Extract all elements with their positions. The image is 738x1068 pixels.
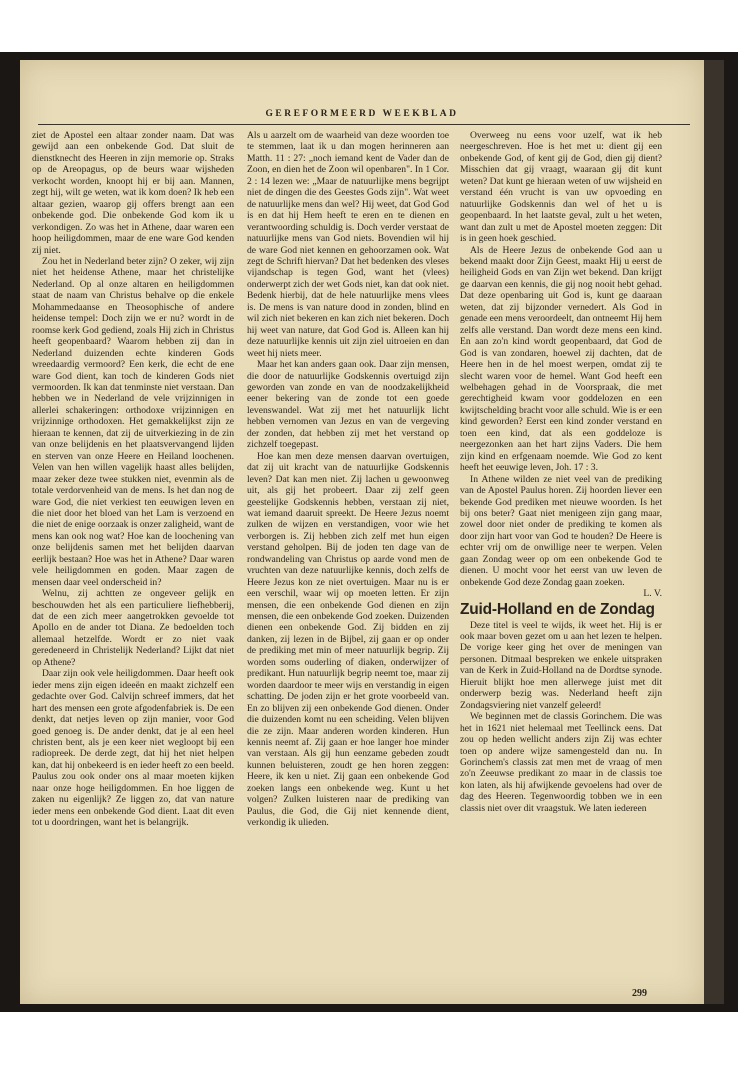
paragraph: Maar het kan anders gaan ook. Daar zijn mensen, die door de natuurlijke Godskennis overtuigd zijn geworden van zonde en van de noodzakelijkheid eener bekering van de zonde tot een goede levenswandel. Wat zij met het natuurlijk licht hebben vernomen van Jezus en van de vergeving der zonden, dat hebben zij met het verstand op zichzelf toegepast. [247, 359, 449, 451]
author-signature: L. V. [643, 588, 662, 600]
running-header: GEREFORMEERD WEEKBLAD [265, 109, 459, 119]
paragraph: Welnu, zij achtten ze ongeveer gelijk en beschouwden het als een particuliere liefhebberij, dat de een zich meer aangetrokken gevoelde tot Apollo en de ander tot Diana. Ze bedoelden toch allemaal hetzelfde. Wordt er zo niet vaak geredeneerd in Christelijk Nederland? Lijkt dat niet op Athene? [32, 588, 234, 668]
paragraph: Deze titel is veel te wijds, ik weet het. Hij is er ook maar boven gezet om u aan het lezen te helpen. De vorige keer ging het over de meningen van personen. Ditmaal bespreken we enkele uitspraken van de Kerk in Zuid-Holland na de Dordtse synode. Hieruit blijkt hoe men allerwege juist met dit onderwerp bezig was. Nederland heeft zijn Zondagsviering niet vanzelf geleerd! [460, 619, 662, 711]
paragraph: Daar zijn ook vele heiligdommen. Daar heeft ook ieder mens zijn eigen ideeën en maakt zichzelf een gedachte over God. Calvijn schreef immers, dat het hart des mensen een grote afgodenfabriek is. De een denkt, dat netjes leven op zijn manier, voor God goed genoeg is. De ander denkt, dat je al een heel christen bent, als je een keer niet wegloopt bij een radiopreek. De derde zegt, dat hij het niet helpen kan, dat hij onbekeerd is en ieder heeft zo een beeld. Paulus zou ook onder ons al maar moeten kijken naar onze hoge heiligdommen. En hoe liggen de zaken nu eigenlijk? Ze liggen zo, dat van nature ieder mens een onbekende God dient. Laat dit even tot u doordringen, want het is belangrijk. [32, 668, 234, 829]
paragraph: Zou het in Nederland beter zijn? O zeker, wij zijn niet het heidense Athene, maar het christelijke Nederland. Op al onze altaren en heiligdommen staat de naam van Christus behalve op die enkele Mohammedaanse en Theosophische of andere heidense tempel: Doch zijn we er nu? wordt in de roomse kerk God gediend, zoals Hij zich in Christus heeft geopenbaard? Waarom hebben zij dan in Nederland duizenden echte kinderen Gods wreedaardig vermoord? Een kerk, die echt de ene ware God dient, kan toch de kinderen Gods niet vermoorden. Ik kan dat tenminste niet verstaan. Dan hebben we in Nederland de vele vrijzinnigen in allerlei schakeringen: orthodoxe vrijzinnigen en vrijzinnige orthodoxen. Het gemakkelijkst zijn ze hieraan te kennen, dat zij de uitverkiezing in de zin van onze belijdenis en het plaatsvervangend lijden en sterven van onze Heere en Heiland loochenen. Velen van hen willen vagelijk haast alles belijden, maar zeker deze twee stukken niet, evenmin als de totale verdorvenheid van de mens. Is het dan nog de ware God, die niet verkiest ten eeuwigen leven en die niet door het bloed van het Lam is verzoend en die niet de enige oorzaak is onzer zaligheid, want de mens kan ook nog wat? Hoe kan de loochening van onze belijdenis samen met het belijden daarvan eerlijk bestaan? Hoe was het in Athene? Daar waren vele heiligdommen en goden. Maar zagen de mensen daar veel onderscheid in? [32, 255, 234, 588]
paragraph: Als de Heere Jezus de onbekende God aan u bekend maakt door Zijn Geest, maakt Hij u eerst de heiligheid Gods en van Zijn wet bekend. Dan krijgt ge daarvan een kennis, die gij nog nooit hebt gehad. Dat deze openbaring uit God is, kunt ge daaraan weten, dat zij bijzonder vernedert. Als God in genade een mens veroordeelt, dan ontneemt Hij hem zelfs alle verstand. Dan wordt deze mens een kind. En aan zo'n kind wordt geopenbaard, dat God de God is van zondaren, hoewel zij dachten, dat de Heere hen in de hel moest werpen, omdat zij te slecht waren voor de hemel. Want God heeft een welbehagen gehad in de Voorspraak, die met gerechtigheid kwam voor goddelozen en een kwijtschelding bracht voor alle schuld. Wie is er een kind geworden? Eerst een kind zonder verstand en toen een kind, dat als een goddeloze is neergezonken aan het hart zijns Vaders. Die hem zijn kind en erfgenaam noemde. Wie God zo kent heeft het eeuwige leven, Joh. 17 : 3. [460, 244, 662, 474]
paragraph: Hoe kan men deze mensen daarvan overtuigen, dat zij uit kracht van de natuurlijke Godskennis leven? Dat kan men niet. Zij lachen u gewoonweg uit, als gij het probeert. Daar zij zelf geen geestelijke Godskennis hebben, verstaan zij niet, wat iemand daaruit spreekt. De Heere Jezus noemt zulken de wijzen en verstandigen, voor wie het verborgen is. Zij hebben zich zelf met hun eigen verstand geholpen. Bij de joden ten dage van de rondwandeling van Christus op aarde vond men de vruchten van deze natuurlijke kennis, doch zelfs de Heere Jezus kon ze niet overtuigen. Maar nu is er een verschil, waar wij op moeten letten. Er zijn mensen, die een onbekende God dienen en zijn mensen, die een onbekende God zoeken. Duizenden dienen een onbekende God. Zij bidden en zij danken, zij lezen in de Bijbel, zij gaan er op onder de prediking met min of meer natuurlijk begrip. Zij worden soms ouderling of diaken, onderwijzer of predikant. Hun natuurlijk begrip neemt toe, maar zij worden daardoor te meer wijs en verstandig in eigen schatting. De joden zijn er het grote voorbeeld van. En zo blijven zij een onbekende God dienen. Onder die duizenden komt nu een scheiding. Velen blijven die ze zijn. Maar anderen worden kinderen. Hun kennis neemt af. Zij gaan er hoe langer hoe minder van verstaan. Als gij hun eenzame gebeden zoudt kunnen beluisteren, zoudt ge hen horen zeggen: Heere, ik ken u niet. Zij gaan een onbekende God zoeken langs een onbekende weg. Kunt u het volgen? Zulken luisteren naar de prediking van Paulus, die God, die Gij niet kennende dient, verkondig ik ulieden. [247, 450, 449, 829]
page-number: 299 [632, 988, 647, 999]
column-3 [460, 130, 662, 814]
paragraph: ziet de Apostel een altaar zonder naam. Dat was gewijd aan een onbekende God. Dat sluit de dienstknecht des Heeren in zijn memorie op. Straks op de Areopagus, op de beurs waar wijsheden verkocht worden, knoopt hij er bij aan. Mannen, zegt hij, wilt ge weten, wat ik kom doen? Ik heb een altaar gezien, waarop gij offers brengt aan een onbekende god. Die onbekende God kom ik u verkondigen. Zo was het in Athene, daar waren een hoop heiligdommen, maar de ene ware God kenden zij niet. [32, 130, 234, 256]
paragraph: We beginnen met de classis Gorinchem. Die was het in 1621 niet helemaal met Teellinck eens. Dat zou op heden wellicht anders zijn Zij was echter toen op andere wijze samengesteld dan nu. In Gorinchem's classis zat men met de vraag of men zo'n Zeeuwse predikant zo maar in de classis toe kon laten, als hij afwijkende gevoelens had over de dag des Heeren. Tegenwoordig tobben we in een classis niet over dit vraagstuk. We laten iedereen [460, 711, 662, 814]
column-2 [247, 130, 449, 829]
header-rule [38, 124, 690, 125]
paragraph: In Athene wilden ze niet veel van de prediking van de Apostel Paulus horen. Zij hoorden liever een bekende God prediken met nieuwe woorden. Is het bij ons beter? Gaat niet menigeen zijn gang maar, zowel door niet onder de prediking te komen als door zijn hart voor van God te houden? De Heere is echter vrij om de onwillige neer te werpen. Velen gaan Zondag weer op om een onbekende God te dienen. U mocht voor het eerst van uw leven de onbekende God deze Zondag gaan zoeken. [460, 473, 662, 588]
paragraph: Overweeg nu eens voor uzelf, wat ik heb neergeschreven. Hoe is het met u: dient gij een onbekende God, of kent gij de God, dien gij dient? Misschien dat gij vraagt, waaraan gij dit kunt weten? Dat kunt ge hieraan weten of uw wijsheid en verstand één vrucht is van uw opvoeding en natuurlijke Godskennis dan wel of het u is geopenbaard. In het laatste geval, zult u het weten, want dan zult u met de Apostel moeten zeggen: Dit is in geen hoek geschied. [460, 130, 662, 245]
article-title: Zuid-Holland en de Zondag [460, 600, 655, 618]
binding-edge [704, 60, 724, 1004]
column-1 [32, 130, 234, 829]
magazine-page [20, 60, 704, 1004]
paragraph: Als u aarzelt om de waarheid van deze woorden toe te stemmen, laat ik u dan mogen herinneren aan Matth. 11 : 27: „noch iemand kent de Vader dan de Zoon, en dien het de Zoon wil openbaren". In 1 Cor. 2 : 14 lezen we: „Maar de natuurlijke mens begrijpt niet de dingen die des Geestes Gods zijn". Wat weet de natuurlijke mens dan wel? Hij weet, dat God God is en dat hij Hem heeft te eren en te dienen en verantwoording schuldig is. Doch verder verstaat de natuurlijke mens van God niets. Bovendien wil hij de ware God niet kennen en gehoorzamen ook. Wat zegt de Schrift hiervan? Dat het bedenken des vleses vijandschap is tegen God, want het (vlees) onderwerpt zich der wet Gods niet, kan dat ook niet. Bedenk hierbij, dat de hele natuurlijke mens vlees is. De mens is van nature dood in zonden, blind en wil zich niet bekeren en kan zich niet bekeren. Doch hij weet van nature, dat God God is. Alleen kan hij deze natuurlijke kennis uit zijn ziel uitroeien en dan weet hij niets meer. [247, 130, 449, 359]
